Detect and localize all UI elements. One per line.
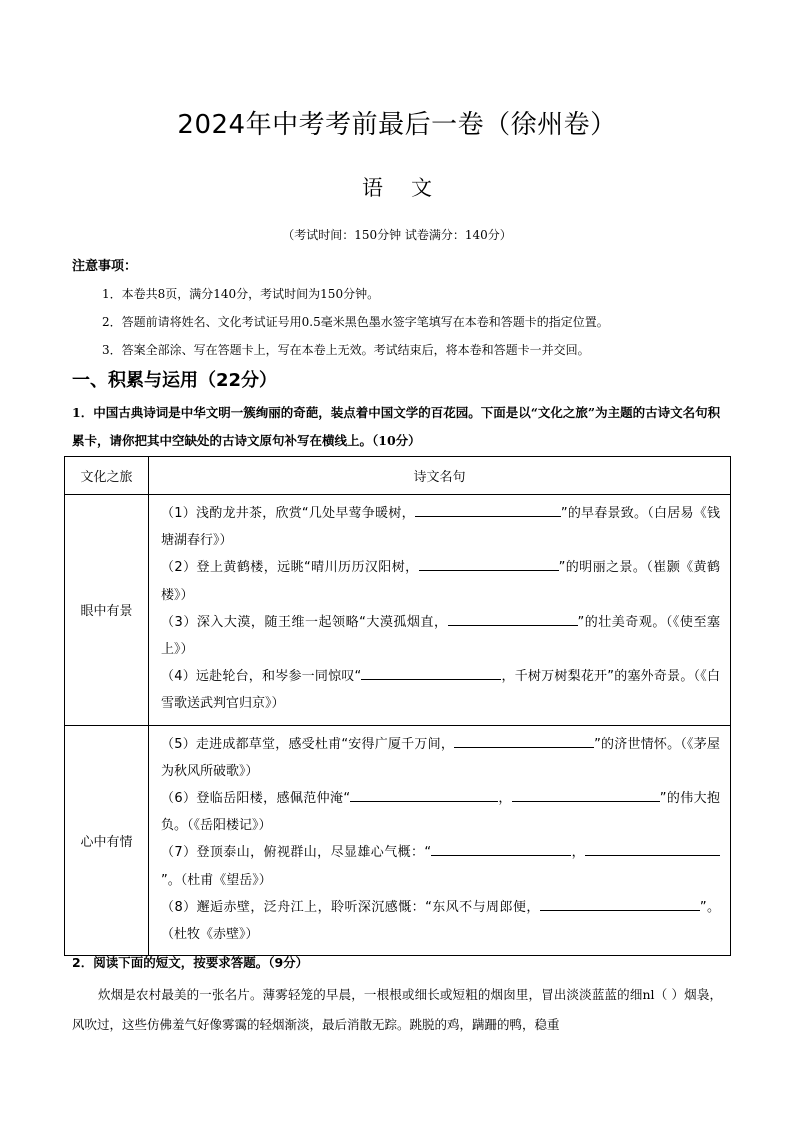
question-1-prompt: 1．中国古典诗词是中华文明一簇绚丽的奇葩，装点着中国文学的百花园。下面是以“文化之旅”为主题的古诗文名句积累卡，请你把其中空缺处的古诗文原句补写在横线上。（10分） (72, 405, 721, 448)
table-row (65, 495, 731, 726)
poem-table (64, 456, 731, 956)
notice-heading: 注意事项： (72, 259, 138, 274)
answer-blank[interactable] (454, 733, 594, 748)
category-cell: 心中有情 (65, 725, 149, 956)
answer-blank[interactable] (512, 787, 660, 802)
notice-item: 3．答案全部涂、写在答题卡上，写在本卷上无效。考试结束后，将本卷和答题卡一并交回。 (102, 343, 590, 357)
exam-meta: （考试时间：150分钟 试卷满分：140分） (282, 228, 512, 242)
poem-item: （7）登顶泰山，俯视群山，尽显雄心气概：“ ，”。（杜甫《望岳》） (161, 839, 720, 893)
answer-blank[interactable] (350, 787, 498, 802)
poem-item: （1）浅酌龙井茶，欣赏“几处早莺争暖树， ”的早春景致。（白居易《钱塘湖春行》） (161, 500, 720, 554)
subject-char: 语 (362, 176, 383, 200)
reading-passage: 炊烟是农村最美的一张名片。薄雾轻笼的早晨，一根根或细长或短粗的烟囱里，冒出淡淡蓝蓝的细nl（ ）烟袅，风吹过，这些仿佛羞气好像雾霭的轻烟渐淡，最后消散无踪。跳脱的鸡，蹒跚的鸭，稳重 (72, 987, 722, 1032)
poem-item: （5）走进成都草堂，感受杜甫“安得广厦千万间， ”的济世情怀。（《茅屋为秋风所破歌》） (161, 731, 720, 785)
question-2-prompt: 2．阅读下面的短文，按要求答题。（9分） (72, 955, 309, 970)
answer-blank[interactable] (431, 841, 571, 856)
poem-item: （4）远赴轮台，和岑参一同惊叹“ ，千树万树梨花开”的塞外奇景。（《白雪歌送武判官归京》） (161, 663, 720, 717)
poem-item: （2）登上黄鹤楼，远眺“晴川历历汉阳树， ”的明丽之景。（崔颢《黄鹤楼》） (161, 554, 720, 608)
answer-blank[interactable] (361, 665, 501, 680)
answer-blank[interactable] (448, 611, 578, 626)
table-header-row (65, 457, 731, 495)
poem-item: （6）登临岳阳楼，感佩范仲淹“ ， ”的伟大抱负。（《岳阳楼记》） (161, 785, 720, 839)
poem-items-cell (149, 725, 731, 956)
exam-title: 2024年中考考前最后一卷（徐州卷） (177, 110, 617, 140)
answer-blank[interactable] (419, 556, 559, 571)
poem-items-cell (149, 495, 731, 726)
subject-title (0, 172, 794, 202)
answer-blank[interactable] (415, 502, 561, 517)
subject-char: 文 (411, 176, 432, 200)
poem-item: （8）邂逅赤壁，泛舟江上，聆听深沉感慨：“东风不与周郎便， ”。（杜牧《赤壁》） (161, 894, 720, 948)
answer-blank[interactable] (585, 841, 720, 856)
answer-blank[interactable] (540, 896, 700, 911)
section-heading: 一、积累与运用（22分） (72, 370, 278, 391)
table-row (65, 725, 731, 956)
category-cell: 眼中有景 (65, 495, 149, 726)
poem-item: （3）深入大漠，随王维一起领略“大漠孤烟直， ”的壮美奇观。（《使至塞上》） (161, 609, 720, 663)
column-header: 文化之旅 (65, 457, 149, 495)
notice-item: 1．本卷共8页，满分140分，考试时间为150分钟。 (102, 287, 380, 301)
column-header: 诗文名句 (149, 457, 731, 495)
notice-item: 2．答题前请将姓名、文化考试证号用0.5毫米黑色墨水签字笔填写在本卷和答题卡的指定位置。 (102, 315, 609, 329)
